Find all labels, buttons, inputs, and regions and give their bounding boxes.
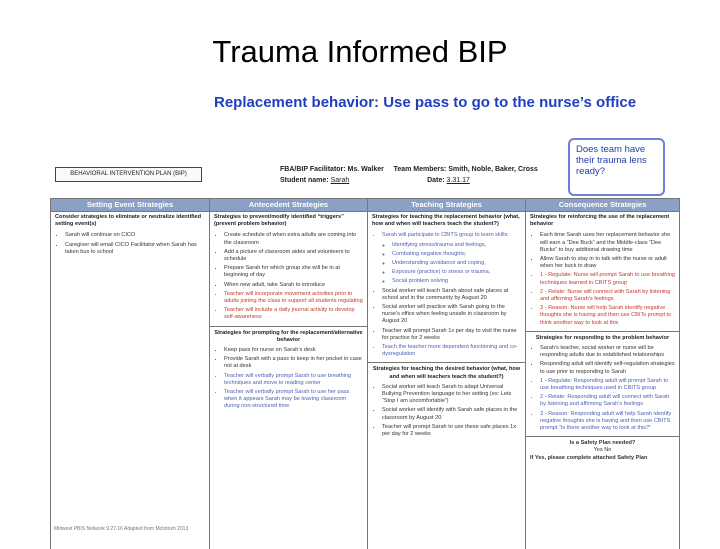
list-item: • Teacher will include a daily journal activity to develop self-awareness [224,307,363,321]
student-label: Student name: [280,177,329,184]
document-footer: Midwest PBIS Network 9.27.16 Adapted from McIntosh 2013 [54,526,189,532]
date-label: Date: [427,177,445,184]
list-item: • When new adult, take Sarah to introduce [224,282,363,289]
team-members-text: Team Members: Smith, Noble, Baker, Cross [393,166,538,173]
list-item: • Add a picture of classroom aides and volunteers to schedule [224,249,363,263]
column-lead: Strategies to prevent/modify identified “triggers” (prevent problem behavior) [214,214,344,228]
list-item: • Caregiver will email CICO Facilitator when Sarah has taken bus to school [65,242,205,256]
list-item: • Teacher will verbally prompt Sarah to use breathing techniques and move to reading center [224,373,363,387]
list-subitem: ◦ Identifying stress/trauma and feelings, [392,242,521,249]
column-lead: Strategies for reinforcing the use of the replacement behavior [530,214,670,228]
list-subitem: ◦ Exposure (practice) to stress or trauma, [392,269,521,276]
list-item: • Teacher will verbally prompt Sarah to use her pass when it appears Sarah may be leaving classroom during non-structured time [224,389,363,411]
column-header: Antecedent Strategies [210,199,367,212]
list-item: • Social worker will teach Sarah about safe places at school and in the community by August 20 [382,288,521,302]
column-lead: Consider strategies to eliminate or neutralize identified setting event(s) [55,214,202,228]
list-item: • 2 - Relate: Responding adult will connect with Sarah by listening and affirming Sarah’s feelings [540,394,675,408]
student-name: Sarah [330,177,350,184]
list-item: • 3 - Reason: Responding adult will help Sarah identify negative thoughts she is having and then use CBITS prompt “Is there another way to look at this?” [540,411,675,433]
list-item: • Responding adult will identify self-regulation strategies to use prior to responding to Sarah [540,361,675,375]
column-header: Setting Event Strategies [51,199,209,212]
list-subitem: ◦ Understanding avoidance and coping, [392,260,521,267]
list-item: • 1 - Regulate: Nurse will prompt Sarah to use breathing techniques learned in CBITS group [540,272,675,286]
list-item: • Each time Sarah uses her replacement behavior she will earn a “Dee Buck” and the Middle-class “Dee Bucks” to buy additional drawing time [540,232,675,254]
list-item: • 1 - Regulate: Responding adult will prompt Sarah to use breathing techniques used in CBITS group [540,378,675,392]
facilitator-text: FBA/BIP Facilitator: Ms. Walker [280,166,384,173]
list-subitem: ◦ Social problem solving [392,278,521,285]
bip-table [50,198,680,549]
list-item: • Teacher will incorporate movement activities prior to adults joining the class to support all students regulating [224,291,363,305]
column-header: Teaching Strategies [368,199,525,212]
list-item: • Social worker will teach Sarah to adapt Universal Bullying Prevention language to her setting (ex: Lets “Stop I am uncomfortable”) [382,384,521,406]
list-subitem: ◦ Combating negative thoughts, [392,251,521,258]
column-setting-event [50,199,210,549]
form-label: BEHAVIORAL INTERVENTION PLAN (BIP) [55,167,202,182]
safety-options: Yes No [593,447,612,454]
safety-note: If Yes, please complete attached Safety Plan [530,454,648,461]
section-head: Strategies for responding to the problem behavior [535,334,670,341]
list-item: • Allow Sarah to stay in to talk with the nurse or adult when her buck to draw [540,256,675,270]
list-item: • Sarah will continue on CICO [65,232,205,239]
list-item: • Sarah will participate in CBITS group to learn skills: [382,232,521,239]
list-item: • Teacher will prompt Sarah 1x per day to visit the nurse for practice for 2 weeks [382,328,521,342]
column-header: Consequence Strategies [526,199,679,212]
list-item: • Social worker will identify with Sarah safe places in the classroom by August 20 [382,407,521,421]
column-lead: Strategies for teaching the replacement behavior (what, how and when will teachers teach the student?) [372,214,520,228]
safety-question: Is a Safety Plan needed? [569,440,636,447]
section-head: Strategies for prompting for the replacement/alternative behavior [214,329,363,343]
column-consequence [526,199,680,549]
list-item: • Teach the teacher more dependent functioning and co-dysregulation [382,344,521,358]
list-item: • Prepare Sarah for which group she will be in at beginning of day [224,265,363,279]
list-item: • Provide Sarah with a pass to keep in her pocket in case not at desk [224,356,363,370]
list-item: • Sarah’s teacher, social worker or nurse will be responding adults due to established relationships [540,345,675,359]
column-antecedent [210,199,368,549]
slide-subtitle: Replacement behavior: Use pass to go to the nurse’s office [214,94,637,111]
list-item: • 3 - Reason: Nurse will help Sarah identify negative thoughts she is having and then use CBITs prompt to think another way to look at this [540,305,675,327]
section-head: Strategies for teaching the desired behavior (what, how and when will teachers teach the student?) [372,366,521,380]
date-value: 3.31.17 [446,177,470,184]
list-item: • Social worker will practice with Sarah going to the nurse’s office when feeling unsafe in classroom by August 20 [382,304,521,326]
trauma-lens-note: Does team have their trauma lens ready? [568,138,665,196]
slide-title: Trauma Informed BIP [212,34,508,69]
bip-document-image [50,144,680,540]
list-item: • Keep pass for nurse on Sarah’s desk [224,347,363,354]
list-item: • Create schedule of when extra adults are coming into the classroom [224,232,363,246]
column-teaching [368,199,526,549]
facilitator-line [280,166,538,173]
list-item: • Teacher will prompt Sarah to use these safe places 1x per day for 2 weeks [382,424,521,438]
student-line [280,177,470,184]
list-item: • 2 - Relate: Nurse will connect with Sarah by listening and affirming Sarah’s feelings [540,289,675,303]
